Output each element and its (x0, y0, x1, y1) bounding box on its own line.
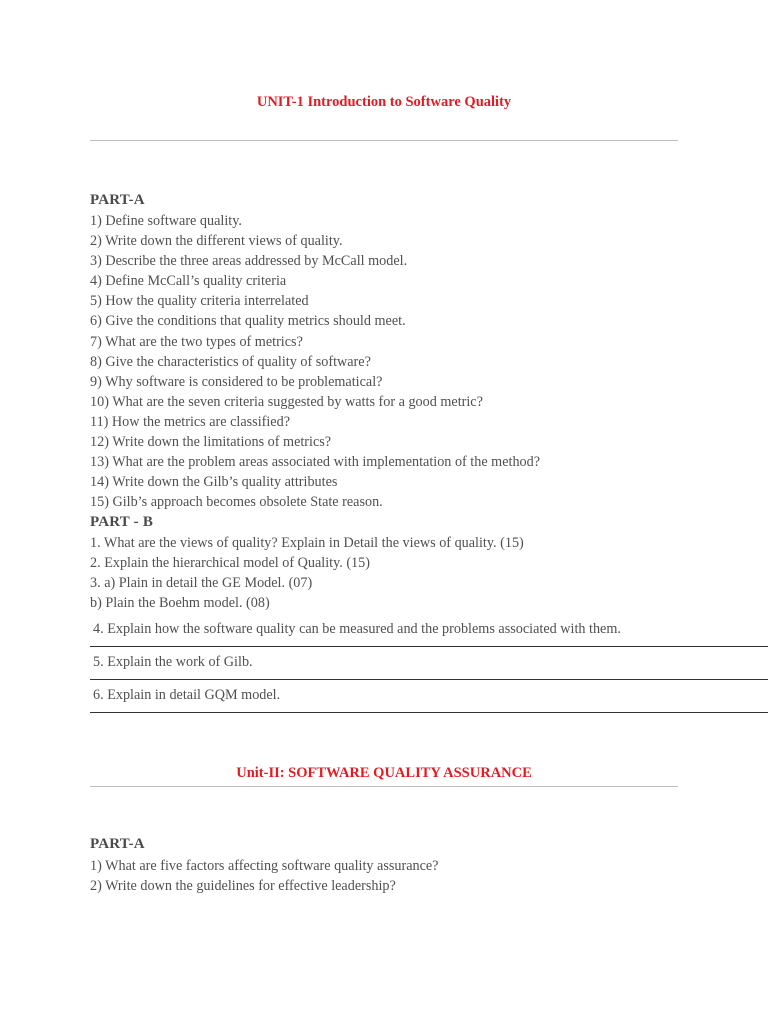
table-row (90, 614, 768, 647)
question-item: 1. What are the views of quality? Explain in Detail the views of quality. (15) (90, 535, 524, 551)
unit1-part-b-list (90, 533, 524, 613)
question-item: 2) Write down the guidelines for effective leadership? (90, 878, 396, 895)
table-row-text: 4. Explain how the software quality can be measured and the problems associated with them. (93, 621, 621, 637)
question-item: b) Plain the Boehm model. (08) (90, 595, 270, 612)
question-item: 4) Define McCall’s quality criteria (90, 273, 287, 290)
question-item: 3) Describe the three areas addressed by McCall model. (90, 253, 408, 270)
unit1-title: UNIT-1 Introduction to Software Quality (256, 94, 512, 110)
question-item: 8) Give the characteristics of quality of software? (90, 353, 371, 370)
question-item: 3. a) Plain in detail the GE Model. (07) (90, 575, 313, 592)
question-item: 9) Why software is considered to be problematical? (90, 373, 383, 390)
question-item: 1) What are five factors affecting software quality assurance? (90, 858, 439, 874)
unit1-part-a-heading: PART-A (90, 192, 145, 208)
question-item: 15) Gilb’s approach becomes obsolete State reason. (90, 494, 383, 511)
unit1-part-b-heading: PART - B (90, 514, 154, 530)
table-row-text: 6. Explain in detail GQM model. (93, 687, 281, 703)
question-item: 5) How the quality criteria interrelated (90, 293, 309, 310)
question-item: 1) Define software quality. (90, 213, 242, 229)
question-item: 2) Write down the different views of quality. (90, 233, 343, 250)
unit1-part-a-list (90, 211, 540, 512)
unit2-title: Unit-II: SOFTWARE QUALITY ASSURANCE (236, 765, 532, 781)
unit2-divider (90, 786, 678, 787)
unit2-part-a-list (90, 856, 438, 896)
table-row (90, 680, 768, 713)
unit2-part-a-heading: PART-A (90, 836, 145, 852)
question-item: 13) What are the problem areas associated with implementation of the method? (90, 454, 541, 471)
table-row-text: 5. Explain the work of Gilb. (93, 654, 253, 670)
question-item: 10) What are the seven criteria suggested by watts for a good metric? (90, 393, 483, 410)
table-row (90, 647, 768, 680)
question-item: 12) Write down the limitations of metrics? (90, 434, 332, 451)
question-item: 6) Give the conditions that quality metrics should meet. (90, 313, 406, 330)
question-item: 14) Write down the Gilb’s quality attributes (90, 474, 338, 491)
unit1-divider (90, 140, 678, 141)
question-item: 11) How the metrics are classified? (90, 413, 290, 430)
question-item: 7) What are the two types of metrics? (90, 333, 303, 350)
question-item: 2. Explain the hierarchical model of Quality. (15) (90, 555, 370, 572)
